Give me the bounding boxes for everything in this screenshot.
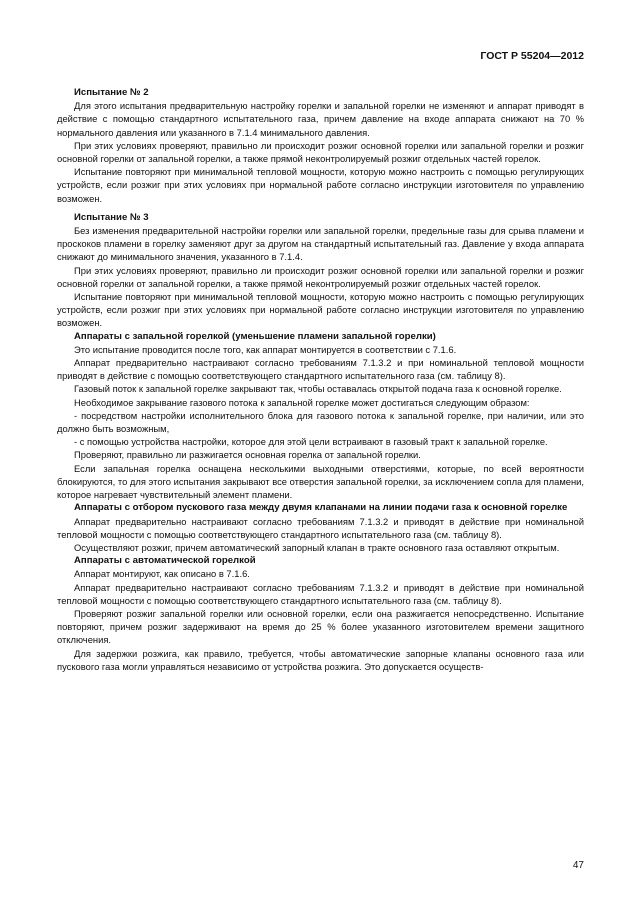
subsection-heading: Аппараты с запальной горелкой (уменьшение пламени запальной горелки) <box>74 330 436 342</box>
body-paragraph: При этих условиях проверяют, правильно ли происходит розжиг основной горелки или запальной горелки и розжиг основной горелки от запальной горелки, а также прямой неконтролируемый розжиг отдельных частей горелок. <box>57 264 584 289</box>
body-paragraph: Без изменения предварительной настройки горелки или запальной горелки, предельные газы для срыва пламени и проскоков пламени в горелку заменяют друг за другом на стандартный испытательный газ. Давление у входа аппарата снижают до минимального значения, указанного в 7.1.4. <box>57 225 584 263</box>
body-paragraph: - с помощью устройства настройки, которое для этой цели встраивают в газовый тракт к запальной горелке. <box>74 436 548 448</box>
section-heading: Испытание № 2 <box>74 87 149 98</box>
section-heading: Испытание № 3 <box>74 211 149 223</box>
body-paragraph: Если запальная горелка оснащена несколькими выходными отверстиями, которые, по всей вероятности блокируются, то для этого испытания закрывают все отверстия запальной горелки, за исключением сопла для пламени, которое нагревает чувствительный элемент пламени. <box>57 462 584 501</box>
body-paragraph: Аппарат предварительно настраивают согласно требованиям 7.1.3.2 и приводят в действие при номинальной тепловой мощности с помощью соответствующего стандартного испытательного газа (см. таблицу 8). <box>57 515 584 540</box>
body-paragraph: Аппарат предварительно настраивают согласно требованиям 7.1.3.2 и при номинальной тепловой мощности приводят в действие с помощью соответствующего стандартного испытательного газа (см. таблицу 8). <box>57 357 584 382</box>
body-paragraph: - посредством настройки исполнительного блока для газового потока к запальной горелке, при наличии, или это должно быть возможным, <box>57 409 584 435</box>
document-standard-code: ГОСТ Р 55204—2012 <box>480 50 584 62</box>
subsection-heading: Аппараты с автоматической горелкой <box>74 555 256 567</box>
body-paragraph: Необходимое закрывание газового потока к запальной горелке может достигаться следующим образом: <box>74 396 530 408</box>
body-paragraph: Аппарат монтируют, как описано в 7.1.6. <box>74 568 250 580</box>
body-paragraph: Аппарат предварительно настраивают согласно требованиям 7.1.3.2 и приводят в действие при номинальной тепловой мощности с помощью соответствующего стандартного испытательного газа (см. таблицу 8). <box>57 581 584 606</box>
document-body <box>57 80 584 673</box>
body-paragraph: Газовый поток к запальной горелке закрывают так, чтобы оставалась открытой подача газа к основной горелке. <box>74 383 562 395</box>
body-paragraph: При этих условиях проверяют, правильно ли происходит розжиг основной горелки или запальной горелки и розжиг основной горелки от запальной горелки, а также прямой неконтролируемый розжиг отдельных частей горелок. <box>57 139 584 165</box>
body-paragraph: Для задержки розжига, как правило, требуется, чтобы автоматические запорные клапаны основного газа или пускового газа могли управляться независимо от устройства розжига. Это допускается осуществ- <box>57 647 584 672</box>
body-paragraph: Испытание повторяют при минимальной тепловой мощности, которую можно настроить с помощью регулирующих устройств, если розжиг при этих условиях при нормальной работе согласно инструкции изготовителя по управлению возможен. <box>57 291 584 329</box>
body-paragraph: Проверяют розжиг запальной горелки или основной горелки, если она разжигается непосредственно. Испытание повторяют, причем розжиг задерживают на время до 25 % более указанного изготовителем времени защитного отключения. <box>57 607 584 646</box>
subsection-heading: Аппараты с отбором пускового газа между двумя клапанами на линии подачи газа к основной горелке <box>74 502 568 514</box>
body-paragraph: Испытание повторяют при минимальной тепловой мощности, которую можно настроить с помощью регулирующих устройств, если розжиг при этих условиях при нормальной работе согласно инструкции изготовителя по управлению возможен. <box>57 166 584 204</box>
body-paragraph: Для этого испытания предварительную настройку горелки и запальной горелки не изменяют и аппарат приводят в действие с помощью стандартного испытательного газа, причем давление на входе аппарата снижают на 70 % нормального давления или указанного в 7.1.4 минимального давления. <box>57 100 584 138</box>
body-paragraph: Осуществляют розжиг, причем автоматический запорный клапан в тракте основного газа оставляют открытым. <box>74 541 560 553</box>
page-number: 47 <box>572 860 584 871</box>
body-paragraph: Проверяют, правильно ли разжигается основная горелка от запальной горелки. <box>74 449 421 461</box>
body-paragraph: Это испытание проводится после того, как аппарат монтируется в соответствии с 7.1.6. <box>74 343 457 355</box>
